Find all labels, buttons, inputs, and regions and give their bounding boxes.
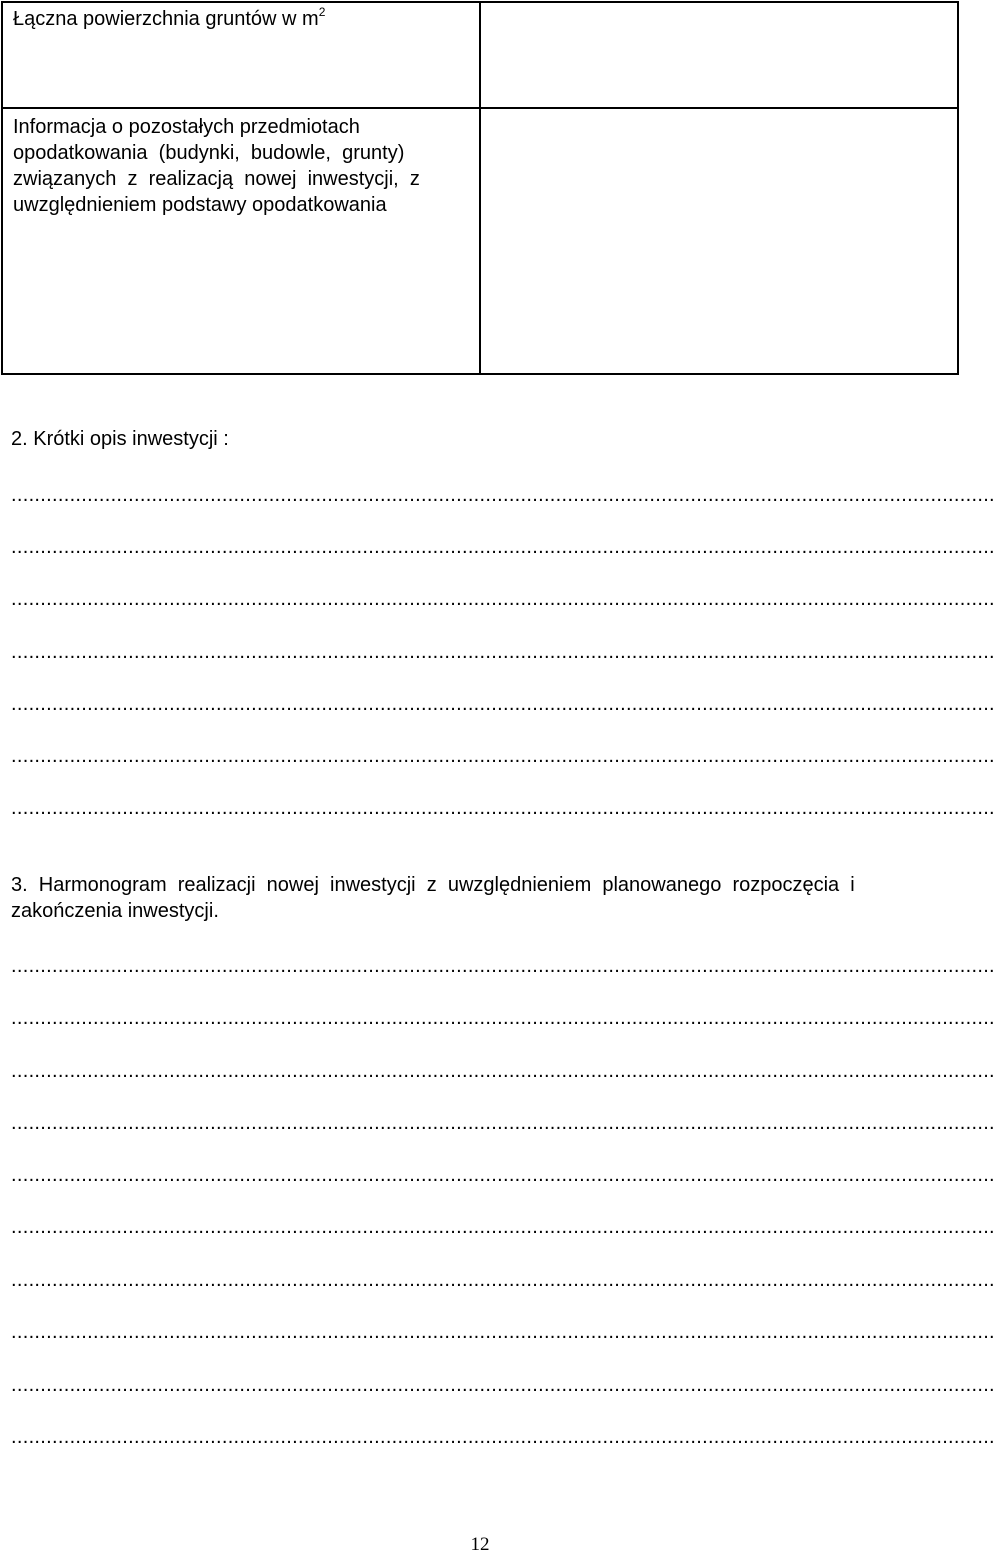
dotted-fill-line[interactable]: ........................................................................................................................................................................ (11, 1216, 995, 1238)
label-cell (2, 2, 480, 108)
other-tax-objects-label (13, 109, 469, 218)
section-2-heading: 2. Krótki opis inwestycji : (11, 428, 229, 450)
label-cell (2, 108, 480, 374)
label-line: uwzględnieniem podstawy opodatkowania (13, 194, 387, 216)
label-line: Informacja o pozostałych przedmiotach (13, 116, 360, 138)
dotted-fill-line[interactable]: ........................................................................................................................................................................ (11, 1321, 995, 1343)
superscript-2: 2 (318, 5, 326, 19)
dotted-fill-line[interactable]: ........................................................................................................................................................................ (11, 955, 995, 977)
land-area-label: Łączna powierzchnia gruntów w $m^2$ (13, 5, 326, 30)
table-row (2, 108, 958, 374)
dotted-fill-line[interactable]: ........................................................................................................................................................................ (11, 693, 995, 715)
section-3-heading-continued: zakończenia inwestycji. (11, 900, 219, 922)
label-line: związanych z realizacją nowej inwestycji, z (13, 168, 420, 190)
dotted-fill-line[interactable]: ........................................................................................................................................................................ (11, 536, 995, 558)
dotted-fill-line[interactable]: ........................................................................................................................................................................ (11, 1269, 995, 1291)
page-number: 12 (470, 1534, 490, 1555)
dotted-fill-line[interactable]: ........................................................................................................................................................................ (11, 1374, 995, 1396)
info-table (1, 1, 959, 375)
dotted-fill-line[interactable]: ........................................................................................................................................................................ (11, 745, 995, 767)
dotted-fill-line[interactable]: ........................................................................................................................................................................ (11, 797, 995, 819)
dotted-fill-line[interactable]: ........................................................................................................................................................................ (11, 588, 995, 610)
dotted-fill-line[interactable]: ........................................................................................................................................................................ (11, 1426, 995, 1448)
dotted-fill-line[interactable]: ........................................................................................................................................................................ (11, 641, 995, 663)
label-line: opodatkowania (budynki, budowle, grunty) (13, 142, 405, 164)
dotted-fill-line[interactable]: ........................................................................................................................................................................ (11, 1060, 995, 1082)
table-row (2, 2, 958, 108)
land-area-value-cell[interactable] (480, 2, 958, 108)
dotted-fill-line[interactable]: ........................................................................................................................................................................ (11, 1112, 995, 1134)
dotted-fill-line[interactable]: ........................................................................................................................................................................ (11, 484, 995, 506)
section-3-heading: 3. Harmonogram realizacji nowej inwestycji z uwzględnieniem planowanego rozpoczęcia i (11, 874, 855, 896)
dotted-fill-line[interactable]: ........................................................................................................................................................................ (11, 1007, 995, 1029)
dotted-fill-line[interactable]: ........................................................................................................................................................................ (11, 1164, 995, 1186)
other-tax-objects-value-cell[interactable] (480, 108, 958, 374)
